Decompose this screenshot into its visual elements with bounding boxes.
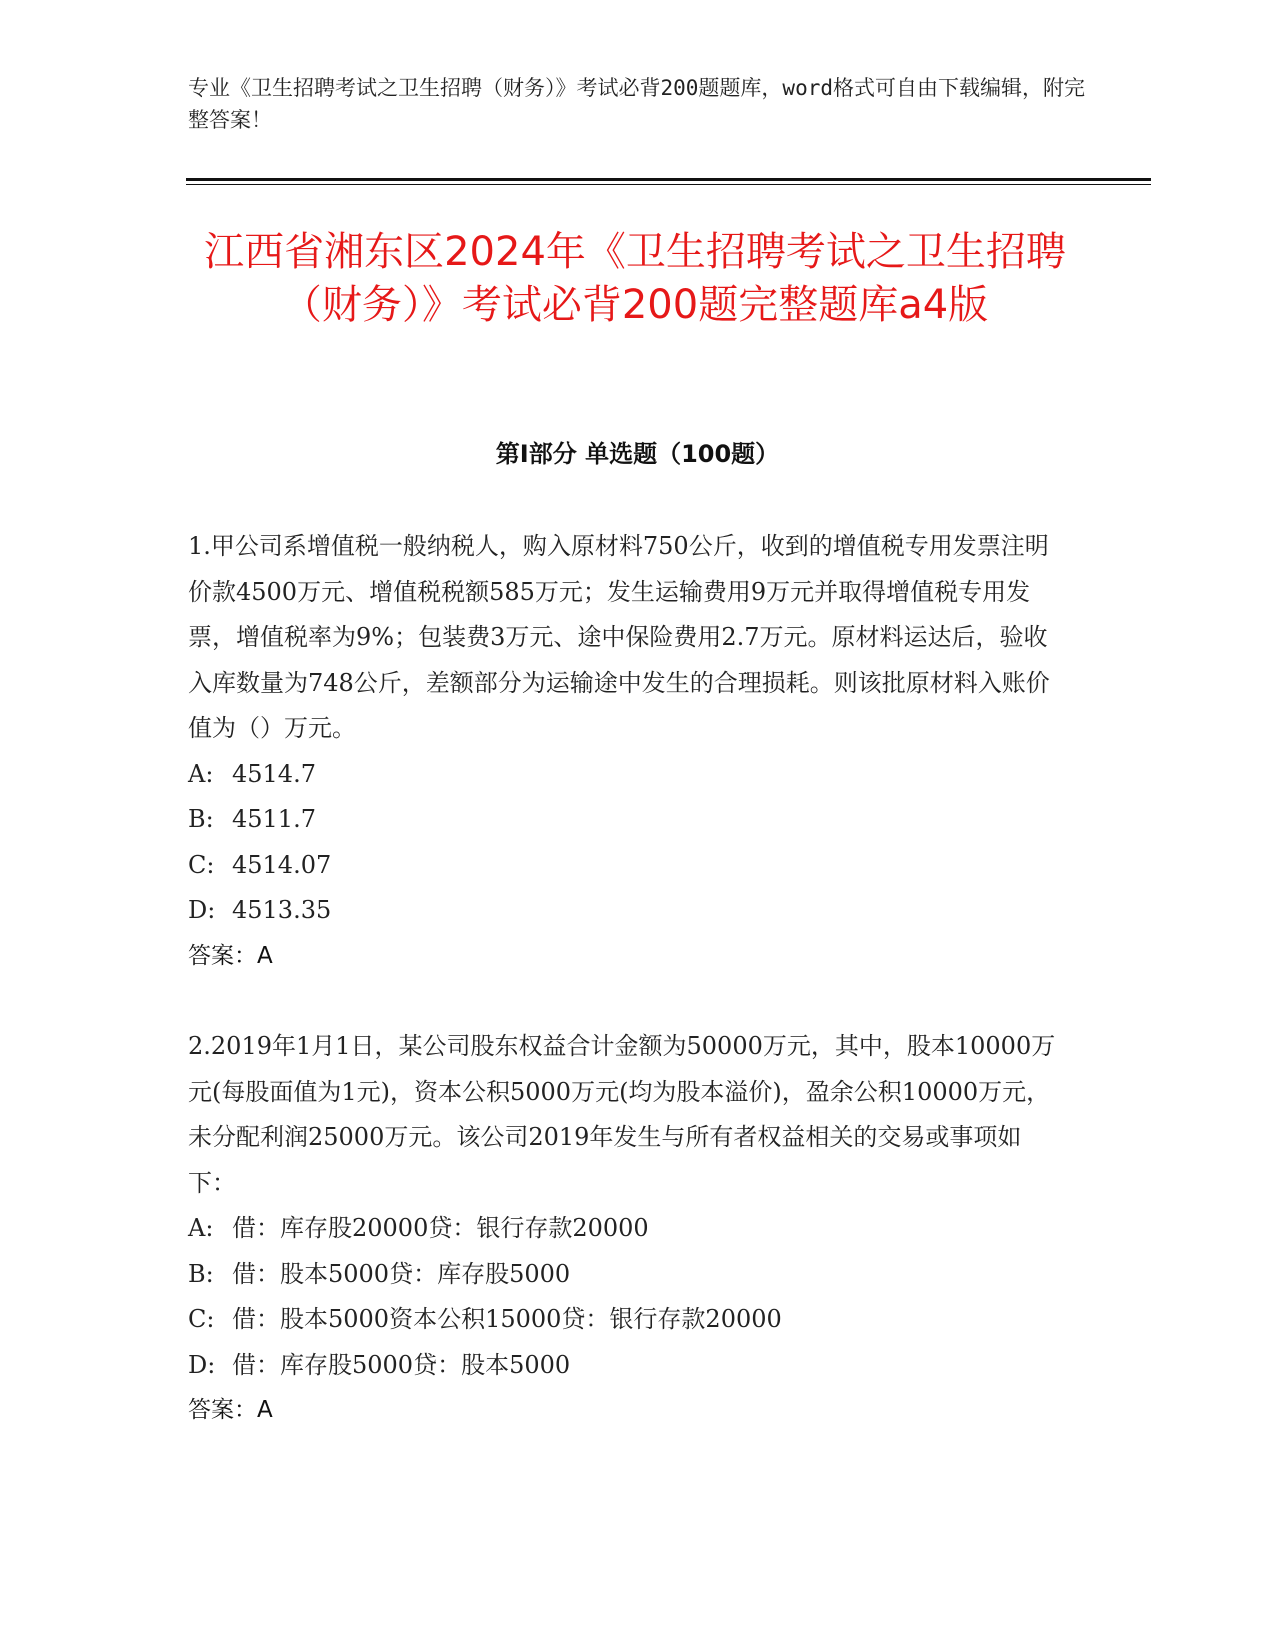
option-d [188, 888, 1068, 934]
option-c [188, 843, 1068, 889]
option-text: 借：股本5000贷：库存股5000 [232, 1259, 571, 1288]
option-text: 借：股本5000资本公积15000贷：银行存款20000 [232, 1305, 782, 1333]
option-text: 4514.7 [232, 759, 316, 788]
header-divider-thin [186, 184, 1151, 185]
option-letter: B: [188, 1259, 214, 1288]
option-letter: D: [188, 896, 216, 924]
option-b [188, 797, 1068, 843]
option-letter: C: [188, 1305, 215, 1333]
option-d [188, 1343, 1068, 1389]
document-title: 江西省湘东区2024年《卫生招聘考试之卫生招聘（财务）》考试必背200题完整题库a4版 [204, 229, 1066, 328]
question-2 [188, 1024, 1068, 1434]
option-text: 4511.7 [232, 805, 316, 833]
option-b [188, 1252, 1068, 1298]
option-letter: A: [188, 759, 214, 788]
question-stem: 2.2019年1月1日，某公司股东权益合计金额为50000万元，其中，股本10000万元(每股面值为1元)，资本公积5000万元(均为股本溢价)，盈余公积10000万元，未分配利润25000万元。该公司2019年发生与所有者权益相关的交易或事项如下： [188, 1032, 1056, 1197]
option-text: 4513.35 [232, 896, 332, 924]
answer-line: 答案：A [188, 1397, 273, 1423]
option-c [188, 1297, 1068, 1343]
option-letter: B: [188, 805, 214, 833]
option-a [188, 1206, 1068, 1252]
question-1 [188, 524, 1068, 979]
question-stem: 1.甲公司系增值税一般纳税人，购入原材料750公斤，收到的增值税专用发票注明价款4500万元、增值税税额585万元；发生运输费用9万元并取得增值税专用发票，增值税率为9%；包装费3万元、途中保险费用2.7万元。原材料运达后，验收入库数量为748公斤，差额部分为运输途中发生的合理损耗。则该批原材料入账价值为（）万元。 [188, 532, 1050, 742]
option-text: 借：库存股20000贷：银行存款20000 [232, 1214, 649, 1242]
option-letter: A: [188, 1214, 214, 1242]
option-a [188, 752, 1068, 798]
option-text: 4514.07 [232, 850, 332, 879]
option-text: 借：库存股5000贷：股本5000 [232, 1350, 571, 1379]
answer-line: 答案：A [188, 942, 273, 969]
header-note: 专业《卫生招聘考试之卫生招聘（财务）》考试必背200题题库，word格式可自由下载编辑，附完整答案！ [188, 76, 1085, 132]
option-letter: D: [188, 1350, 216, 1379]
section-title: 第I部分 单选题（100题） [495, 440, 780, 468]
header-divider-thick [186, 178, 1151, 181]
option-letter: C: [188, 850, 215, 879]
